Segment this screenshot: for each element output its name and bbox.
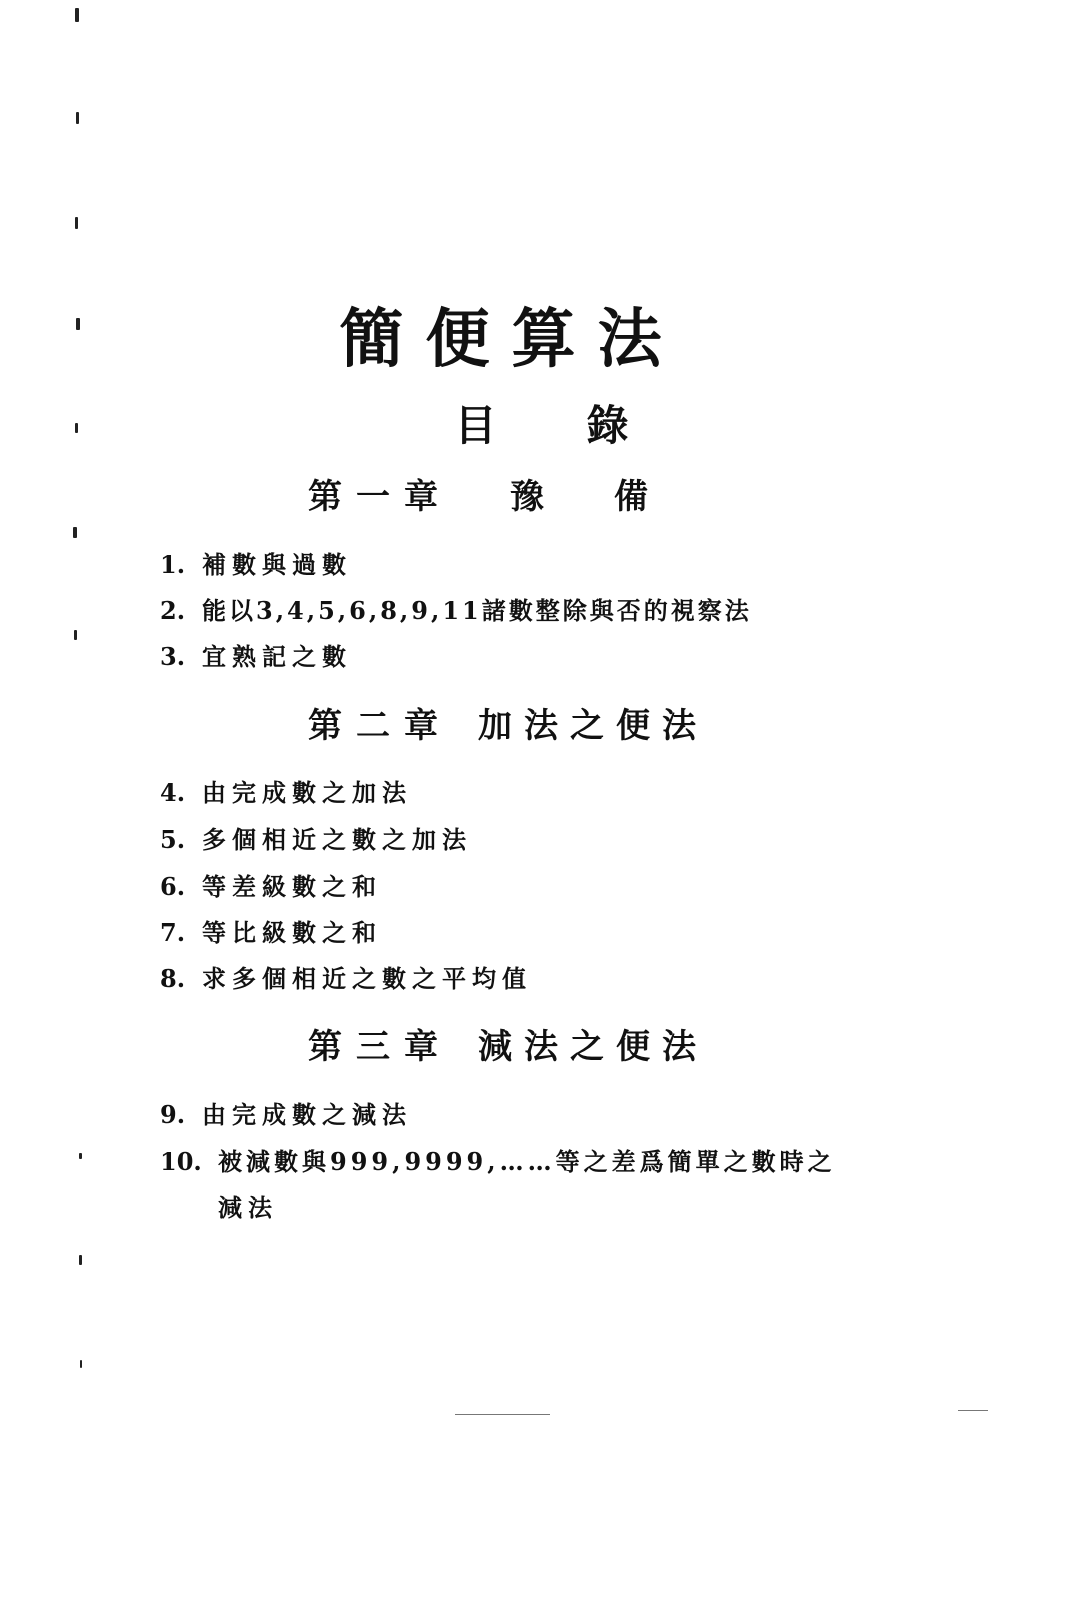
scan-speck [80,1360,82,1368]
item-title: 能以3,4,5,6,8,9,11諸數整除與否的視察法 [202,596,752,625]
item-title: 補數與過數 [202,550,352,579]
toc-item [160,594,752,628]
item-number: 1. [160,550,186,579]
item-title: 等差級數之和 [202,872,382,901]
toc-item [160,548,352,582]
chapter-name: 減法之便法 [478,1027,708,1067]
scan-speck [76,112,79,124]
item-number: 9. [160,1100,186,1129]
item-number: 7. [160,918,186,947]
toc-heading-right: 錄 [586,401,629,450]
chapter-1-heading [308,474,718,520]
item-number: 10. [160,1147,202,1176]
item-title-continuation: 減法 [218,1193,278,1222]
item-title: 被減數與999,9999,……等之差爲簡單之數時之 [218,1147,836,1176]
toc-item [160,962,532,996]
chapter-name: 豫備 [510,477,718,517]
item-title: 由完成數之加法 [202,778,412,807]
chapter-name: 加法之便法 [478,706,708,746]
item-title: 由完成數之減法 [202,1100,412,1129]
item-title: 宜熟記之數 [202,642,352,671]
scan-speck [79,1153,82,1159]
scan-speck [74,630,77,640]
scan-speck [75,217,78,229]
book-title: 簡便算法 [339,302,684,377]
toc-item [160,776,412,810]
toc-item [160,640,352,674]
scan-speck [79,1255,82,1265]
toc-heading [0,398,1083,454]
scan-rule [455,1414,550,1415]
item-title: 多個相近之數之加法 [202,825,472,854]
item-title: 等比級數之和 [202,918,382,947]
chapter-number: 第二章 [308,706,452,746]
item-number: 8. [160,964,186,993]
chapter-2-heading [308,703,708,749]
item-title: 求多個相近之數之平均值 [202,964,532,993]
toc-heading-left: 目 [454,401,497,450]
scan-speck [73,527,77,538]
toc-item [160,1145,836,1225]
toc-item [160,823,472,857]
item-number: 2. [160,596,186,625]
item-number: 3. [160,642,186,671]
toc-item [160,870,382,904]
chapter-number: 第一章 [308,477,452,517]
scan-speck [75,8,79,22]
scan-rule [958,1410,988,1411]
item-number: 6. [160,872,186,901]
toc-item [160,916,382,950]
toc-item [160,1098,412,1132]
chapter-3-heading [308,1024,708,1070]
item-number: 4. [160,778,186,807]
item-number: 5. [160,825,186,854]
chapter-number: 第三章 [308,1027,452,1067]
